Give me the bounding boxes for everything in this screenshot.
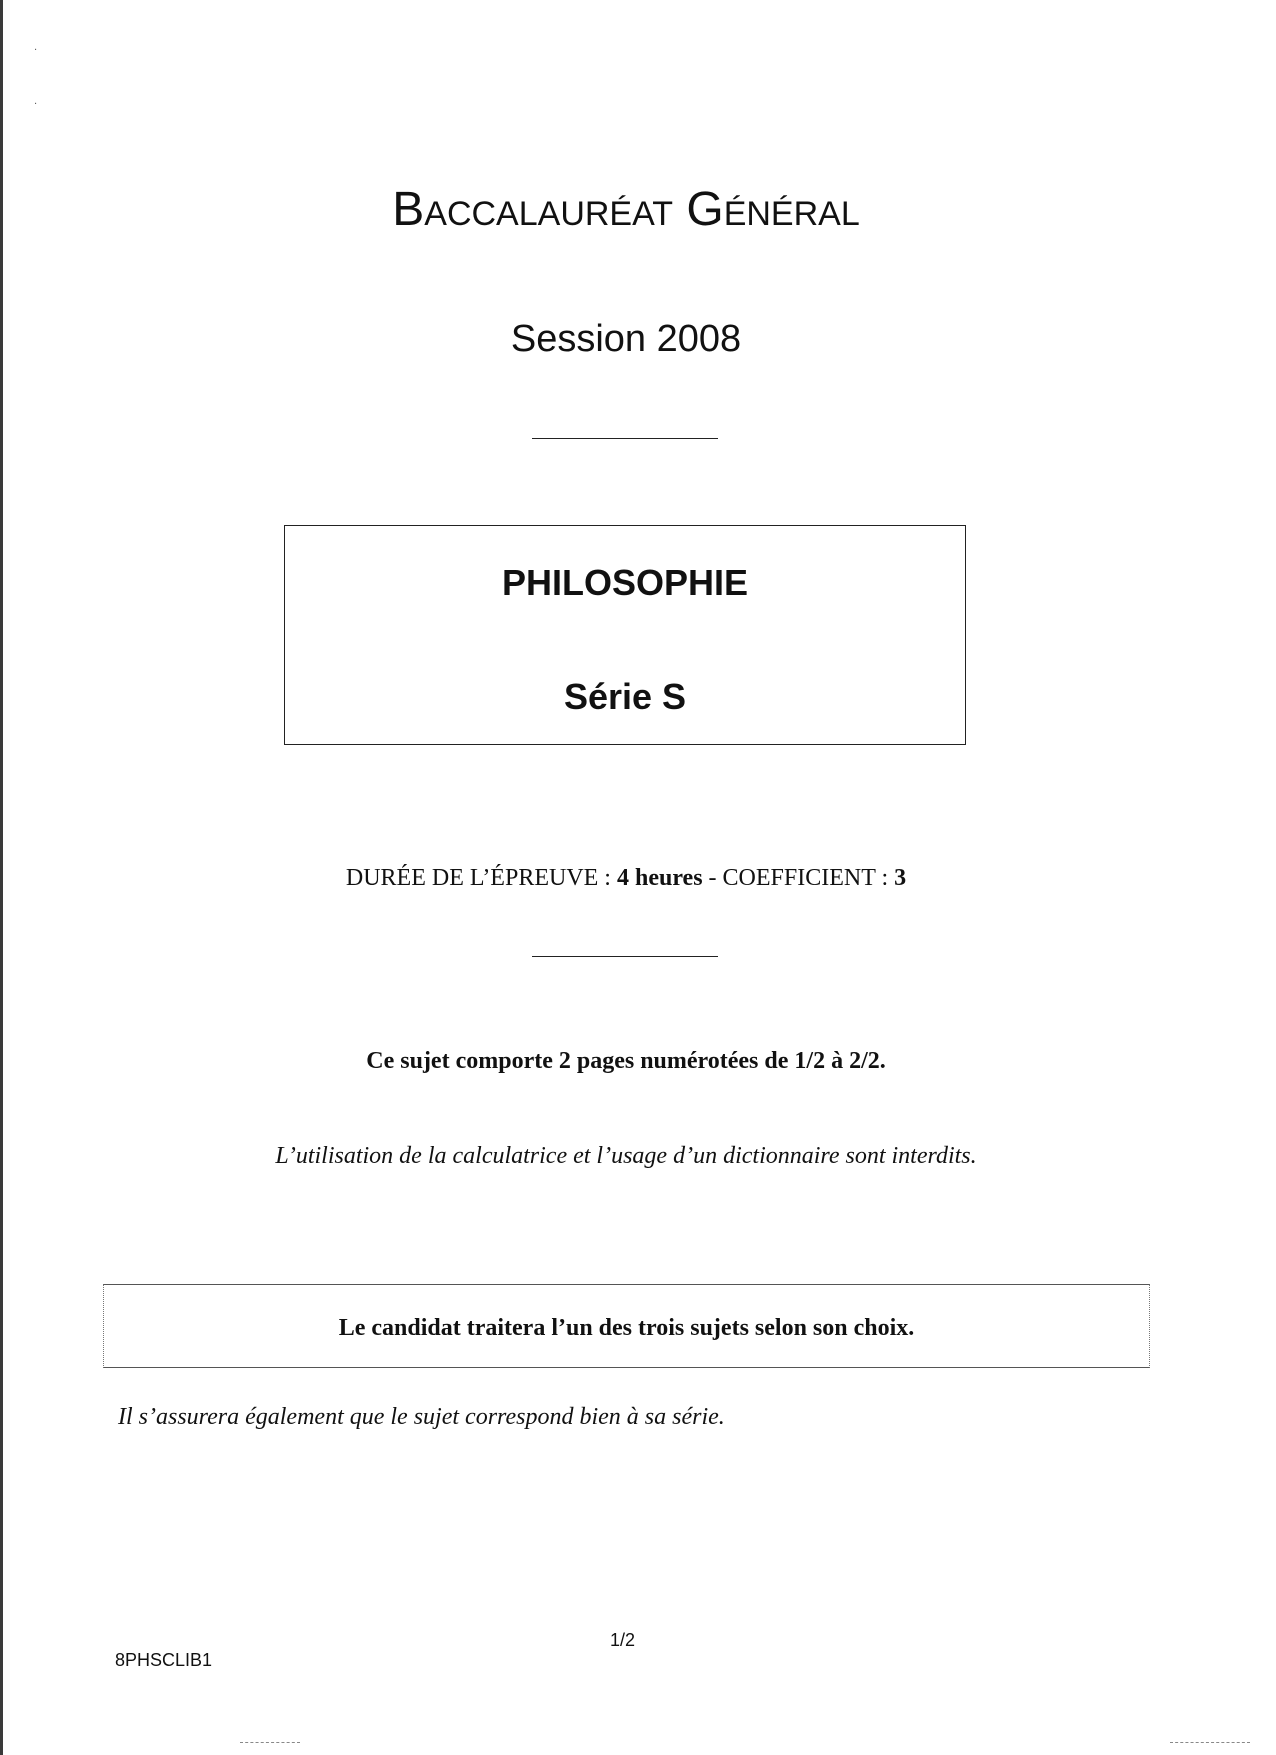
duration-label: DURÉE DE L’ÉPREUVE : [345,865,617,891]
scan-artifact-line [1170,1742,1250,1743]
pages-note: Ce sujet comporte 2 pages numérotées de 1/2 à 2/2. [366,1048,886,1074]
coefficient-value: 3 [894,865,907,891]
subject-name: PHILOSOPHIE [501,562,749,603]
coefficient-label: COEFFICIENT : [722,865,895,891]
series-check-note: Il s’assurera également que le sujet correspond bien à sa série. [118,1404,725,1430]
exam-title: Baccalauréat Général [392,183,860,236]
scan-speck: . [34,96,38,107]
subject-box [284,525,966,745]
divider-rule [532,438,718,439]
choice-box [103,1284,1150,1368]
choice-instruction: Le candidat traitera l’un des trois sujets selon son choix. [338,1315,915,1341]
page-number: 1/2 [610,1630,636,1650]
duration-value: 4 heures [616,865,703,891]
duration-separator: - [702,865,723,891]
calculator-note: L’utilisation de la calculatrice et l’usage d’un dictionnaire sont interdits. [275,1143,977,1169]
scan-speck: . [34,42,38,53]
scan-artifact-line [240,1742,300,1743]
document-code: 8PHSCLIB1 [115,1650,213,1670]
subject-series: Série S [563,676,687,717]
exam-duration-line [0,865,1252,892]
divider-rule [532,956,718,957]
session-year: Session 2008 [510,318,742,360]
